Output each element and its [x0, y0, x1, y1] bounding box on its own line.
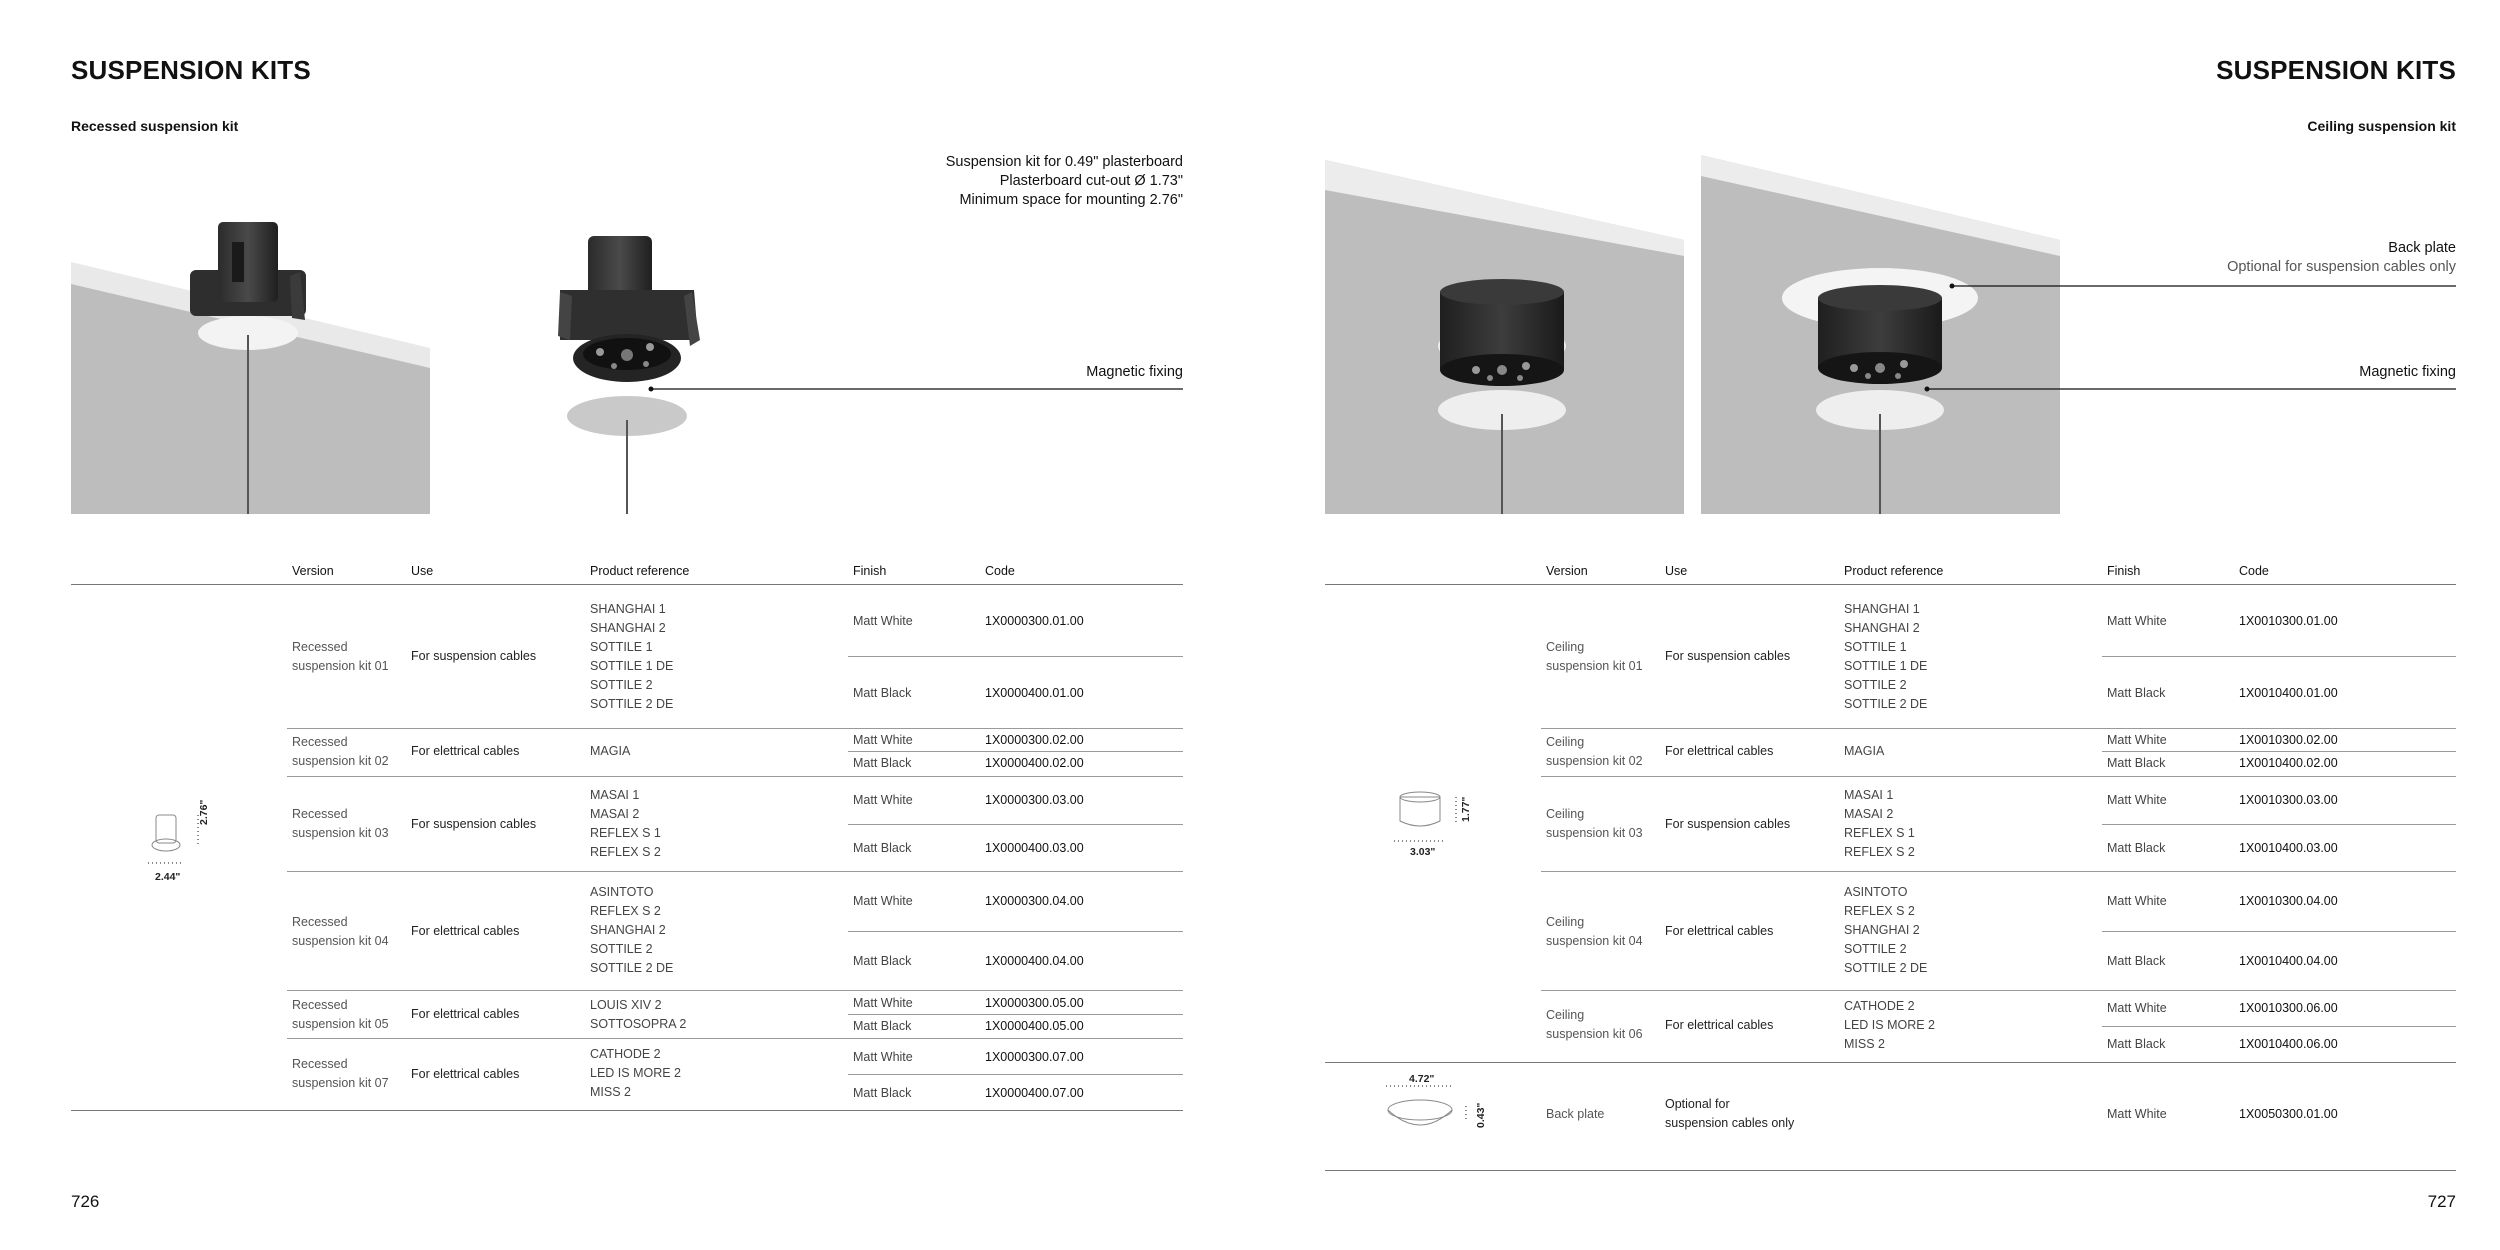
finish-cell: Matt White — [853, 614, 913, 628]
page-number: 727 — [2427, 1192, 2456, 1211]
use-cell: For elettrical cables — [1665, 1018, 1774, 1032]
finish-cell: Matt Black — [2107, 1037, 2166, 1051]
finish-cell: Matt Black — [2107, 686, 2166, 700]
version-cell: Ceiling suspension kit 06 — [1546, 1008, 1643, 1041]
version-cell: Ceiling suspension kit 03 — [1546, 807, 1643, 840]
column-header-use: Use — [1665, 564, 1688, 578]
product-list: MAGIA — [590, 744, 631, 758]
use-cell: Optional for suspension cables only — [1665, 1097, 1795, 1130]
finish-cell: Matt Black — [853, 686, 912, 700]
product-list: MASAI 1 MASAI 2 REFLEX S 1 REFLEX S 2 — [1844, 788, 1915, 859]
product-list: ASINTOTO REFLEX S 2 SHANGHAI 2 SOTTILE 2 SOTTILE 2 DE — [590, 885, 674, 975]
code-cell: 1X0010400.06.00 — [2239, 1037, 2338, 1051]
finish-cell: Matt White — [2107, 733, 2167, 747]
column-header-code: Code — [985, 564, 1015, 578]
finish-cell: Matt Black — [853, 841, 912, 855]
finish-cell: Matt White — [853, 894, 913, 908]
product-list: SHANGHAI 1 SHANGHAI 2 SOTTILE 1 SOTTILE 1 DE SOTTILE 2 SOTTILE 2 DE — [1844, 602, 1928, 711]
finish-cell: Matt White — [2107, 793, 2167, 807]
code-cell: 1X0000300.01.00 — [985, 614, 1084, 628]
finish-cell: Matt Black — [2107, 841, 2166, 855]
column-header-version: Version — [292, 564, 334, 578]
finish-cell: Matt White — [853, 1050, 913, 1064]
code-cell: 1X0010300.04.00 — [2239, 894, 2338, 908]
callout-back-plate-note: Optional for suspension cables only — [2227, 259, 2456, 275]
finish-cell: Matt Black — [2107, 756, 2166, 770]
code-cell: 1X0000300.07.00 — [985, 1050, 1084, 1064]
page-number: 726 — [71, 1192, 100, 1211]
version-cell: Recessed suspension kit 03 — [292, 807, 389, 840]
use-cell: For elettrical cables — [411, 1067, 520, 1081]
use-cell: For suspension cables — [411, 649, 537, 663]
callout-back-plate: Back plate — [2388, 240, 2456, 256]
dimension-width: 2.44" — [155, 871, 181, 883]
column-header-product: Product reference — [1844, 564, 1944, 578]
product-list: CATHODE 2 LED IS MORE 2 MISS 2 — [590, 1047, 681, 1099]
spec-note: Plasterboard cut-out Ø 1.73" — [999, 173, 1183, 189]
ceiling-kit-illustration — [1250, 0, 2500, 560]
callout-magnetic-fixing: Magnetic fixing — [2359, 364, 2456, 380]
spec-note: Suspension kit for 0.49" plasterboard — [945, 154, 1183, 170]
finish-cell: Matt Black — [853, 1086, 912, 1100]
version-cell: Ceiling suspension kit 04 — [1546, 915, 1643, 948]
page-title: SUSPENSION KITS — [2216, 55, 2456, 85]
finish-cell: Matt Black — [853, 756, 912, 770]
finish-cell: Matt Black — [2107, 954, 2166, 968]
column-header-version: Version — [1546, 564, 1588, 578]
version-cell: Recessed suspension kit 07 — [292, 1057, 389, 1090]
product-list: MASAI 1 MASAI 2 REFLEX S 1 REFLEX S 2 — [590, 788, 661, 859]
right-page — [1250, 0, 2500, 1250]
finish-cell: Matt White — [2107, 1107, 2167, 1121]
code-cell: 1X0000300.02.00 — [985, 733, 1084, 747]
column-header-use: Use — [411, 564, 434, 578]
recessed-kit-illustration — [0, 0, 1250, 560]
finish-cell: Matt White — [853, 793, 913, 807]
version-cell: Back plate — [1546, 1107, 1605, 1121]
version-cell: Recessed suspension kit 04 — [292, 915, 389, 948]
finish-cell: Matt White — [853, 733, 913, 747]
code-cell: 1X0000400.05.00 — [985, 1019, 1084, 1033]
code-cell: 1X0010300.03.00 — [2239, 793, 2338, 807]
finish-cell: Matt White — [2107, 1001, 2167, 1015]
use-cell: For elettrical cables — [411, 1007, 520, 1021]
product-list: LOUIS XIV 2 SOTTOSOPRA 2 — [590, 998, 687, 1031]
dimension-height: 2.76" — [198, 799, 210, 825]
finish-cell: Matt Black — [853, 1019, 912, 1033]
column-header-product: Product reference — [590, 564, 690, 578]
section-subtitle: Recessed suspension kit — [71, 118, 239, 134]
code-cell: 1X0000300.05.00 — [985, 996, 1084, 1010]
product-list: CATHODE 2 LED IS MORE 2 MISS 2 — [1844, 999, 1935, 1051]
version-cell: Recessed suspension kit 01 — [292, 640, 389, 673]
section-subtitle: Ceiling suspension kit — [2307, 118, 2456, 134]
use-cell: For suspension cables — [411, 817, 537, 831]
code-cell: 1X0000400.02.00 — [985, 756, 1084, 770]
plate-dimension-width: 4.72" — [1409, 1073, 1435, 1085]
code-cell: 1X0010300.02.00 — [2239, 733, 2338, 747]
column-header-finish: Finish — [853, 564, 887, 578]
use-cell: For suspension cables — [1665, 817, 1791, 831]
code-cell: 1X0000400.01.00 — [985, 686, 1084, 700]
finish-cell: Matt Black — [853, 954, 912, 968]
code-cell: 1X0010400.04.00 — [2239, 954, 2338, 968]
finish-cell: Matt White — [2107, 894, 2167, 908]
plate-dimension-height: 0.43" — [1475, 1102, 1487, 1128]
code-cell: 1X0000400.07.00 — [985, 1086, 1084, 1100]
page-title: SUSPENSION KITS — [71, 55, 311, 85]
version-cell: Recessed suspension kit 02 — [292, 735, 389, 768]
code-cell: 1X0050300.01.00 — [2239, 1107, 2338, 1121]
spec-note: Minimum space for mounting 2.76" — [959, 192, 1183, 208]
dimension-height: 1.77" — [1460, 796, 1472, 822]
use-cell: For elettrical cables — [411, 924, 520, 938]
code-cell: 1X0010400.02.00 — [2239, 756, 2338, 770]
product-list: ASINTOTO REFLEX S 2 SHANGHAI 2 SOTTILE 2 SOTTILE 2 DE — [1844, 885, 1928, 975]
dimension-width: 3.03" — [1410, 846, 1436, 858]
column-header-finish: Finish — [2107, 564, 2141, 578]
code-cell: 1X0010400.01.00 — [2239, 686, 2338, 700]
callout-magnetic-fixing: Magnetic fixing — [1086, 364, 1183, 380]
use-cell: For elettrical cables — [1665, 924, 1774, 938]
recessed-dimension-icon — [140, 805, 230, 885]
code-cell: 1X0000400.04.00 — [985, 954, 1084, 968]
product-list: MAGIA — [1844, 744, 1885, 758]
finish-cell: Matt White — [853, 996, 913, 1010]
version-cell: Ceiling suspension kit 02 — [1546, 735, 1643, 768]
code-cell: 1X0010300.01.00 — [2239, 614, 2338, 628]
use-cell: For elettrical cables — [411, 744, 520, 758]
version-cell: Recessed suspension kit 05 — [292, 998, 389, 1031]
code-cell: 1X0000300.03.00 — [985, 793, 1084, 807]
version-cell: Ceiling suspension kit 01 — [1546, 640, 1643, 673]
use-cell: For suspension cables — [1665, 649, 1791, 663]
product-list: SHANGHAI 1 SHANGHAI 2 SOTTILE 1 SOTTILE 1 DE SOTTILE 2 SOTTILE 2 DE — [590, 602, 674, 711]
code-cell: 1X0000300.04.00 — [985, 894, 1084, 908]
column-header-code: Code — [2239, 564, 2269, 578]
use-cell: For elettrical cables — [1665, 744, 1774, 758]
code-cell: 1X0010300.06.00 — [2239, 1001, 2338, 1015]
code-cell: 1X0000400.03.00 — [985, 841, 1084, 855]
code-cell: 1X0010400.03.00 — [2239, 841, 2338, 855]
finish-cell: Matt White — [2107, 614, 2167, 628]
